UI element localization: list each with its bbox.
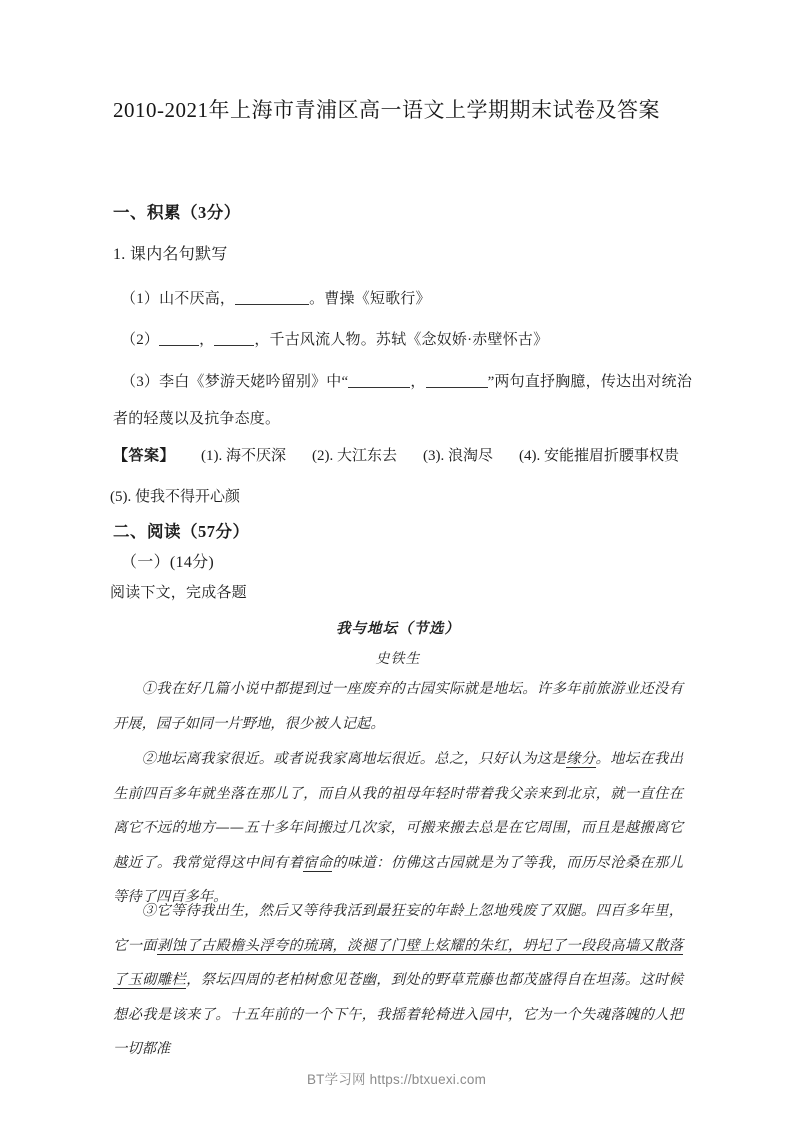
- blank-field-2b[interactable]: [214, 345, 254, 346]
- para2-part-b: 。地坛在我出生前四百多年就坐落在那儿了，而自从我的祖母年轻时带着我父亲来到北京，就一直住在离它不远的地方——五十多年间搬过几次家，可搬来搬去总是在它周围，而且是越搬离它越近了。我常觉得这中间有着: [113, 751, 684, 871]
- answer-item-4: (4). 安能摧眉折腰事权贵: [519, 448, 680, 464]
- footer-watermark: BT学习网 https://btxuexi.com: [306, 1072, 487, 1087]
- passage-paragraph-3: [113, 894, 683, 1067]
- blank-field-2a[interactable]: [159, 345, 199, 346]
- answer-item-3: (3). 浪淘尽: [423, 448, 494, 464]
- question-1-item-3: [121, 375, 693, 390]
- item2-middle: ，: [199, 332, 215, 348]
- item2-suffix: ，千古风流人物。苏轼《念奴娇·赤壁怀古》: [254, 332, 549, 348]
- answer-item-2: (2). 大江东去: [312, 448, 398, 464]
- answer-item-1: (1). 海不厌深: [201, 448, 287, 464]
- answer-label: 【答案】: [113, 448, 176, 464]
- para2-part-a: ②地坛离我家很近。或者说我家离地坛很近。总之，只好认为这是: [141, 751, 567, 767]
- question-1-label: 1. 课内名句默写: [113, 246, 228, 263]
- passage-author: 史铁生: [375, 651, 421, 667]
- para2-underlined-term-1: 缘分: [566, 751, 596, 767]
- blank-field-1[interactable]: [235, 304, 309, 305]
- section-one-heading: 一、积累（3分）: [113, 203, 241, 222]
- subsection-one-label: （一）(14分): [121, 554, 215, 571]
- question-1-item-2: [121, 333, 693, 348]
- para3-underlined-clause: 剥蚀了古殿檐头浮夸的琉璃，淡褪了门壁上炫耀的朱红，坍圮了一段段高墙又散落了玉砌雕栏: [113, 937, 683, 989]
- para2-part-c: 的味道：仿佛这古园就是为了等我，而历尽沧桑在那儿等待了四百多年。: [113, 854, 684, 906]
- passage-paragraph-2: [113, 742, 683, 915]
- section-two-heading: 二、阅读（57分）: [113, 522, 250, 541]
- reading-instruction: 阅读下文，完成各题: [110, 585, 247, 601]
- para2-underlined-term-2: 宿命: [303, 854, 333, 871]
- answer-item-5: (5). 使我不得开心颜: [110, 489, 240, 505]
- item3-prefix: （3）李白《梦游天姥吟留别》中“: [121, 374, 349, 390]
- blank-field-3b[interactable]: [426, 387, 488, 388]
- para3-part-a: ③它等待我出生，然后又等待我活到最狂妄的年龄上忽地残废了双腿。四百多年里，它一面: [113, 903, 683, 954]
- question-1-item-1: [121, 292, 693, 307]
- item2-prefix: （2）: [121, 332, 160, 348]
- para3-part-b: ，祭坛四周的老柏树愈见苍幽，到处的野草荒藤也都茂盛得自在坦荡。这时候想必我是该来了。十五年前的一个下午，我摇着轮椅进入园中，它为一个失魂落魄的人把一切都准: [113, 972, 684, 1058]
- item1-prefix: （1）山不厌高，: [121, 291, 236, 307]
- item1-suffix: 。曹操《短歌行》: [309, 291, 431, 307]
- blank-field-3a[interactable]: [348, 387, 410, 388]
- item3-middle: ，: [410, 374, 426, 390]
- passage-title: 我与地坛（节选）: [336, 620, 460, 637]
- passage-paragraph-1: ①我在好几篇小说中都提到过一座废弃的古园实际就是地坛。许多年前旅游业还没有开展，园子如同一片野地，很少被人记起。: [113, 681, 683, 732]
- item3-suffix: ”两句直抒胸臆，传达出对统治: [487, 374, 693, 390]
- page-title: 2010-2021年上海市青浦区高一语文上学期期末试卷及答案: [113, 98, 660, 122]
- answer-row-primary: [113, 449, 685, 464]
- question-1-item-3-cont: 者的轻蔑以及抗争态度。: [113, 411, 281, 427]
